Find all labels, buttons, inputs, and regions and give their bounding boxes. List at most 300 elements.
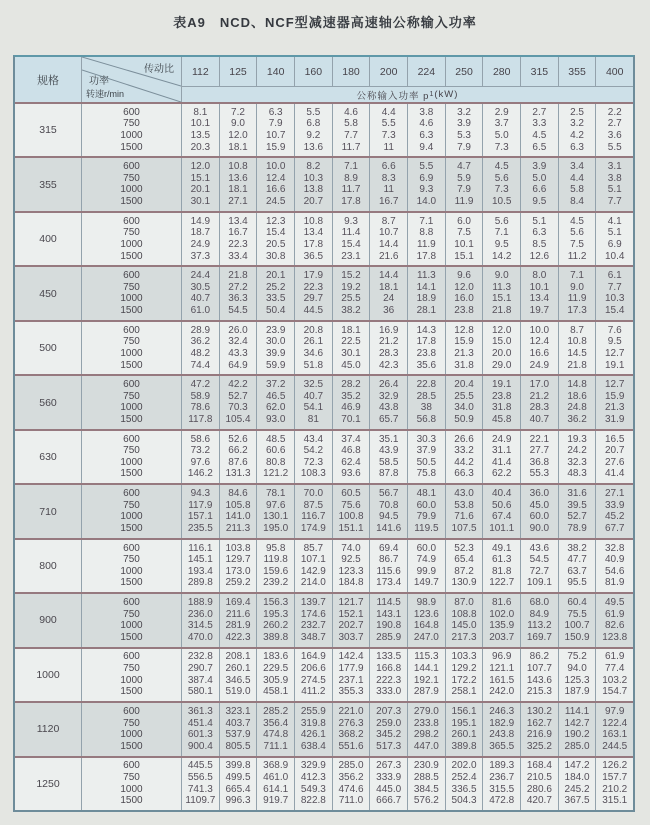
speed-value: 1000 [120, 184, 143, 196]
speed-column [82, 267, 182, 319]
data-column [370, 649, 408, 701]
data-column [408, 376, 446, 428]
power-value: 2.5 [570, 106, 584, 118]
power-value: 9.3 [419, 184, 434, 196]
power-value: 5.0 [494, 130, 509, 142]
power-value: 9.5 [607, 336, 622, 348]
power-value: 47.7 [567, 554, 587, 566]
power-value: 16.9 [378, 324, 399, 336]
speed-value: 1500 [120, 795, 143, 807]
power-value: 68.0 [529, 597, 550, 609]
data-column [370, 104, 408, 156]
power-value: 4.1 [607, 215, 622, 227]
power-value: 133.5 [376, 651, 402, 663]
power-value: 150.9 [564, 631, 590, 643]
data-column [370, 322, 408, 374]
power-value: 805.5 [225, 740, 251, 752]
speed-column [82, 649, 182, 701]
speed-label: 转速r/min [86, 89, 124, 99]
power-value: 237.1 [338, 674, 364, 686]
power-value: 14.0 [416, 196, 437, 208]
power-value: 3.9 [532, 161, 547, 173]
speed-value: 750 [123, 227, 140, 239]
power-value: 42.3 [378, 359, 399, 371]
power-value: 192.1 [413, 674, 439, 686]
power-value: 122.7 [489, 577, 515, 589]
power-value: 78.6 [190, 402, 211, 414]
ratio-label: 传动比 [144, 64, 174, 75]
speed-value: 1500 [120, 740, 143, 752]
power-value: 44.2 [454, 456, 474, 468]
data-column [220, 540, 258, 592]
data-column [333, 158, 371, 210]
power-value: 389.8 [263, 631, 289, 643]
power-value: 36.2 [567, 413, 587, 425]
power-value: 18.6 [567, 390, 587, 402]
data-column [220, 485, 258, 537]
power-value: 75.6 [341, 499, 361, 511]
speed-value: 1000 [120, 729, 143, 741]
sub-header-subscript: 1 [429, 91, 435, 99]
power-value: 32.9 [378, 390, 399, 402]
power-value: 24 [383, 293, 395, 305]
power-value: 33.4 [228, 250, 248, 262]
power-value: 23.8 [454, 305, 474, 317]
power-value: 384.5 [413, 783, 439, 795]
power-value: 20.8 [303, 324, 324, 336]
power-value: 10.8 [228, 161, 248, 173]
data-column [220, 158, 258, 210]
power-value: 14.4 [378, 238, 399, 250]
power-value: 5.6 [570, 227, 584, 239]
power-value: 123.6 [413, 608, 439, 620]
power-value: 52.6 [228, 433, 248, 445]
power-value: 741.3 [187, 783, 213, 795]
power-value: 474.6 [338, 783, 364, 795]
power-value: 54.6 [604, 565, 625, 577]
power-value: 143.1 [376, 608, 402, 620]
power-value: 131.3 [225, 468, 251, 480]
data-column [559, 158, 597, 210]
power-value: 52.3 [454, 542, 474, 554]
power-value: 245.2 [564, 783, 590, 795]
power-value: 285.9 [376, 631, 402, 643]
data-column [295, 703, 333, 755]
data-column [521, 485, 559, 537]
speed-column [82, 485, 182, 537]
speed-value: 600 [123, 433, 140, 445]
power-value: 52.7 [228, 390, 248, 402]
power-value: 43.6 [529, 542, 550, 554]
power-value: 280.6 [526, 783, 552, 795]
ratio-col-header: 315 [521, 57, 559, 86]
power-value: 146.2 [187, 468, 213, 480]
speed-value: 600 [123, 324, 140, 336]
power-value: 41.4 [604, 468, 625, 480]
power-value: 105.4 [225, 413, 251, 425]
power-value: 15.9 [604, 390, 625, 402]
power-value: 10.7 [378, 227, 399, 239]
power-value: 996.3 [225, 795, 251, 807]
power-value: 40.4 [491, 488, 512, 500]
power-value: 356.2 [338, 772, 364, 784]
power-value: 49.5 [604, 597, 625, 609]
power-value: 11.4 [341, 227, 361, 239]
power-value: 54.5 [529, 554, 550, 566]
power-value: 97.6 [190, 456, 211, 468]
power-value: 412.3 [300, 772, 326, 784]
data-column [295, 376, 333, 428]
spec-cell: 560 [15, 376, 82, 428]
power-value: 18.1 [341, 324, 361, 336]
power-value: 5.6 [494, 172, 509, 184]
data-column [370, 267, 408, 319]
power-value: 40.9 [604, 554, 625, 566]
spec-cell: 315 [15, 104, 82, 156]
power-value: 46.8 [341, 445, 361, 457]
power-value: 84.9 [529, 608, 550, 620]
power-value: 211.3 [225, 522, 251, 534]
data-column [408, 540, 446, 592]
power-value: 119.5 [414, 522, 439, 534]
data-column [446, 703, 484, 755]
data-column [483, 758, 521, 810]
power-value: 11.3 [417, 270, 436, 282]
data-column [446, 158, 484, 210]
speed-value: 600 [123, 106, 140, 118]
power-value: 177.9 [338, 663, 364, 675]
power-value: 107.5 [451, 522, 477, 534]
power-value: 14.4 [378, 270, 399, 282]
data-column [596, 431, 633, 483]
power-value: 26.0 [228, 324, 248, 336]
power-value: 61.9 [604, 651, 625, 663]
power-value: 319.8 [300, 717, 326, 729]
data-column [408, 158, 446, 210]
power-value: 32.3 [567, 456, 587, 468]
power-value: 290.7 [187, 663, 213, 675]
power-value: 13.6 [228, 172, 248, 184]
ratio-col-header: 250 [446, 57, 484, 86]
power-value: 24.2 [567, 445, 587, 457]
power-value: 356.4 [263, 717, 289, 729]
power-value: 202.7 [338, 620, 364, 632]
power-value: 25.2 [265, 281, 286, 293]
speed-column [82, 158, 182, 210]
power-value: 46.9 [341, 402, 361, 414]
table-header [15, 57, 633, 102]
power-value: 3.8 [419, 106, 434, 118]
power-value: 6.6 [381, 161, 396, 173]
power-value: 50.4 [265, 305, 286, 317]
power-value: 53.8 [454, 499, 474, 511]
power-value: 63.7 [567, 565, 587, 577]
power-value: 117.9 [188, 499, 213, 511]
power-value: 87.0 [454, 597, 474, 609]
power-value: 24.8 [567, 402, 587, 414]
data-column [408, 267, 446, 319]
power-value: 48.2 [190, 347, 211, 359]
data-column [446, 431, 484, 483]
power-value: 17.3 [567, 305, 587, 317]
power-value: 323.1 [225, 705, 251, 717]
power-value: 30.1 [190, 196, 211, 208]
power-value: 58.5 [378, 456, 399, 468]
power-value: 7.5 [457, 227, 471, 239]
spec-cell: 500 [15, 322, 82, 374]
power-value: 27.1 [604, 488, 625, 500]
power-value: 18.1 [228, 184, 248, 196]
data-column [220, 594, 258, 646]
power-value: 188.9 [187, 597, 213, 609]
power-value: 12.4 [529, 336, 550, 348]
power-value: 36.0 [529, 488, 550, 500]
power-value: 30.0 [265, 336, 286, 348]
power-value: 74.4 [190, 359, 211, 371]
speed-value: 1500 [120, 631, 143, 643]
speed-value: 1500 [120, 141, 143, 153]
power-value: 107.1 [300, 554, 326, 566]
power-value: 7.3 [381, 130, 396, 142]
power-value: 12.7 [604, 379, 625, 391]
power-value: 78.9 [567, 522, 587, 534]
power-value: 81 [307, 413, 319, 425]
power-value: 11.7 [341, 184, 361, 196]
power-value: 15.9 [454, 336, 474, 348]
power-value: 97.9 [604, 705, 625, 717]
power-value: 8.7 [570, 324, 584, 336]
power-value: 31.8 [454, 359, 474, 371]
power-value: 2.7 [532, 106, 547, 118]
power-value: 103.3 [451, 651, 477, 663]
power-value: 28.3 [378, 347, 399, 359]
data-column [257, 758, 295, 810]
power-value: 60.5 [341, 488, 361, 500]
data-column [408, 213, 446, 265]
power-value: 276.3 [338, 717, 364, 729]
power-value: 94.3 [190, 488, 211, 500]
data-column [182, 594, 220, 646]
data-column [182, 649, 220, 701]
data-column [333, 213, 371, 265]
speed-value: 750 [123, 608, 140, 620]
data-column [559, 104, 597, 156]
power-value: 16.6 [265, 184, 286, 196]
power-value: 7.9 [268, 118, 283, 130]
power-value: 116.7 [301, 511, 326, 523]
power-value: 207.3 [376, 705, 402, 717]
speed-value: 600 [123, 379, 140, 391]
data-column [182, 267, 220, 319]
power-value: 95.8 [265, 542, 286, 554]
power-value: 129.2 [451, 663, 477, 675]
power-value: 23.1 [341, 250, 361, 262]
power-value: 210.5 [526, 772, 552, 784]
data-column [559, 485, 597, 537]
spec-cell: 1000 [15, 649, 82, 701]
data-column [257, 104, 295, 156]
power-value: 333.9 [376, 772, 402, 784]
power-value: 142.9 [300, 565, 326, 577]
power-value: 7.3 [494, 141, 509, 153]
power-value: 101.1 [489, 522, 515, 534]
data-column [521, 376, 559, 428]
power-value: 98.9 [416, 597, 437, 609]
spec-cell: 355 [15, 158, 82, 210]
power-value: 211.6 [225, 608, 251, 620]
power-value: 28.2 [341, 379, 361, 391]
data-column [182, 703, 220, 755]
data-column [295, 158, 333, 210]
power-value: 17.0 [529, 379, 550, 391]
data-column [596, 594, 633, 646]
power-value: 61.0 [190, 305, 211, 317]
power-value: 115.6 [376, 565, 401, 577]
power-value: 4.5 [570, 215, 584, 227]
data-column [370, 213, 408, 265]
power-value: 29.7 [303, 293, 324, 305]
power-value: 45.2 [604, 511, 625, 523]
power-value: 208.1 [225, 651, 251, 663]
speed-value: 1000 [120, 565, 143, 577]
power-value: 7.2 [231, 106, 245, 118]
power-value: 387.4 [187, 674, 213, 686]
power-value: 242.0 [489, 686, 515, 698]
data-column [408, 703, 446, 755]
power-value: 5.1 [532, 215, 547, 227]
power-value: 48.3 [567, 468, 587, 480]
power-value: 13.4 [529, 293, 550, 305]
power-value: 28.5 [416, 390, 437, 402]
power-value: 22.3 [228, 238, 248, 250]
power-value: 10.0 [265, 161, 286, 173]
power-value: 100.7 [564, 620, 590, 632]
power-value: 285.0 [338, 760, 364, 772]
speed-column [82, 758, 182, 810]
power-value: 5.0 [532, 172, 547, 184]
power-value: 389.8 [451, 740, 477, 752]
data-column [521, 267, 559, 319]
data-column [370, 376, 408, 428]
power-value: 556.5 [187, 772, 213, 784]
power-value: 58.6 [190, 433, 211, 445]
power-value: 114.5 [376, 597, 401, 609]
power-value: 147.2 [564, 760, 590, 772]
power-value: 86.2 [529, 651, 550, 663]
power-value: 259.0 [376, 717, 402, 729]
power-value: 32.5 [303, 379, 324, 391]
power-value: 445.0 [376, 783, 402, 795]
power-value: 665.4 [225, 783, 251, 795]
power-value: 84.6 [228, 488, 248, 500]
power-value: 173.0 [225, 565, 251, 577]
speed-value: 1500 [120, 686, 143, 698]
power-value: 60.6 [265, 445, 286, 457]
power-value: 22.5 [341, 336, 361, 348]
power-value: 32.8 [604, 542, 625, 554]
power-value: 103.2 [602, 674, 628, 686]
power-value: 36 [383, 305, 395, 317]
power-value: 73.2 [190, 445, 211, 457]
power-value: 50.6 [491, 499, 512, 511]
data-column [483, 104, 521, 156]
power-value: 12.4 [265, 172, 286, 184]
data-column [483, 376, 521, 428]
data-column [333, 649, 371, 701]
power-value: 33.9 [604, 499, 625, 511]
power-value: 267.3 [376, 760, 402, 772]
power-value: 11.9 [454, 196, 474, 208]
power-value: 72.7 [529, 565, 550, 577]
power-value: 27.2 [228, 281, 248, 293]
power-value: 2.9 [494, 106, 509, 118]
power-value: 114.1 [564, 705, 590, 717]
power-value: 298.2 [413, 729, 439, 741]
power-value: 23.8 [416, 347, 437, 359]
power-value: 21.2 [378, 336, 399, 348]
power-value: 36.5 [303, 250, 324, 262]
data-column [182, 485, 220, 537]
data-column [446, 376, 484, 428]
power-value: 29.0 [491, 359, 512, 371]
data-column [333, 431, 371, 483]
power-value: 13.6 [303, 141, 324, 153]
power-value: 15.4 [604, 305, 625, 317]
power-value: 10.8 [303, 215, 324, 227]
power-value: 43.0 [454, 488, 474, 500]
speed-value: 600 [123, 542, 140, 554]
data-column [521, 213, 559, 265]
power-value: 130.1 [263, 511, 289, 523]
power-value: 260.2 [263, 620, 289, 632]
data-column [182, 158, 220, 210]
power-value: 184.8 [338, 577, 364, 589]
power-value: 18.7 [190, 227, 211, 239]
data-column [446, 104, 484, 156]
power-value: 14.2 [491, 250, 512, 262]
power-value: 900.4 [187, 740, 213, 752]
power-value: 75.2 [567, 651, 587, 663]
power-value: 61.9 [604, 608, 625, 620]
power-value: 368.2 [338, 729, 364, 741]
data-column [559, 322, 597, 374]
power-value: 125.3 [564, 674, 590, 686]
data-column [521, 703, 559, 755]
power-value: 164.8 [413, 620, 439, 632]
power-value: 184.0 [564, 772, 590, 784]
sub-header-row [182, 87, 633, 102]
power-value: 20.0 [491, 347, 512, 359]
power-value: 289.8 [187, 577, 213, 589]
power-value: 62.2 [491, 468, 512, 480]
power-value: 105.8 [225, 499, 251, 511]
power-value: 7.9 [457, 184, 471, 196]
power-value: 45.0 [341, 359, 361, 371]
power-value: 109.1 [526, 577, 552, 589]
data-column [483, 703, 521, 755]
power-value: 2.2 [607, 106, 622, 118]
power-value: 12.0 [454, 281, 474, 293]
power-value: 15.2 [341, 270, 361, 282]
power-value: 7.7 [607, 196, 622, 208]
power-value: 95.5 [567, 577, 587, 589]
power-value: 367.5 [564, 795, 590, 807]
power-value: 45.8 [491, 413, 512, 425]
power-value: 23.9 [265, 324, 286, 336]
power-value: 50.5 [416, 456, 437, 468]
power-value: 56.8 [416, 413, 437, 425]
power-value: 121.2 [263, 468, 289, 480]
